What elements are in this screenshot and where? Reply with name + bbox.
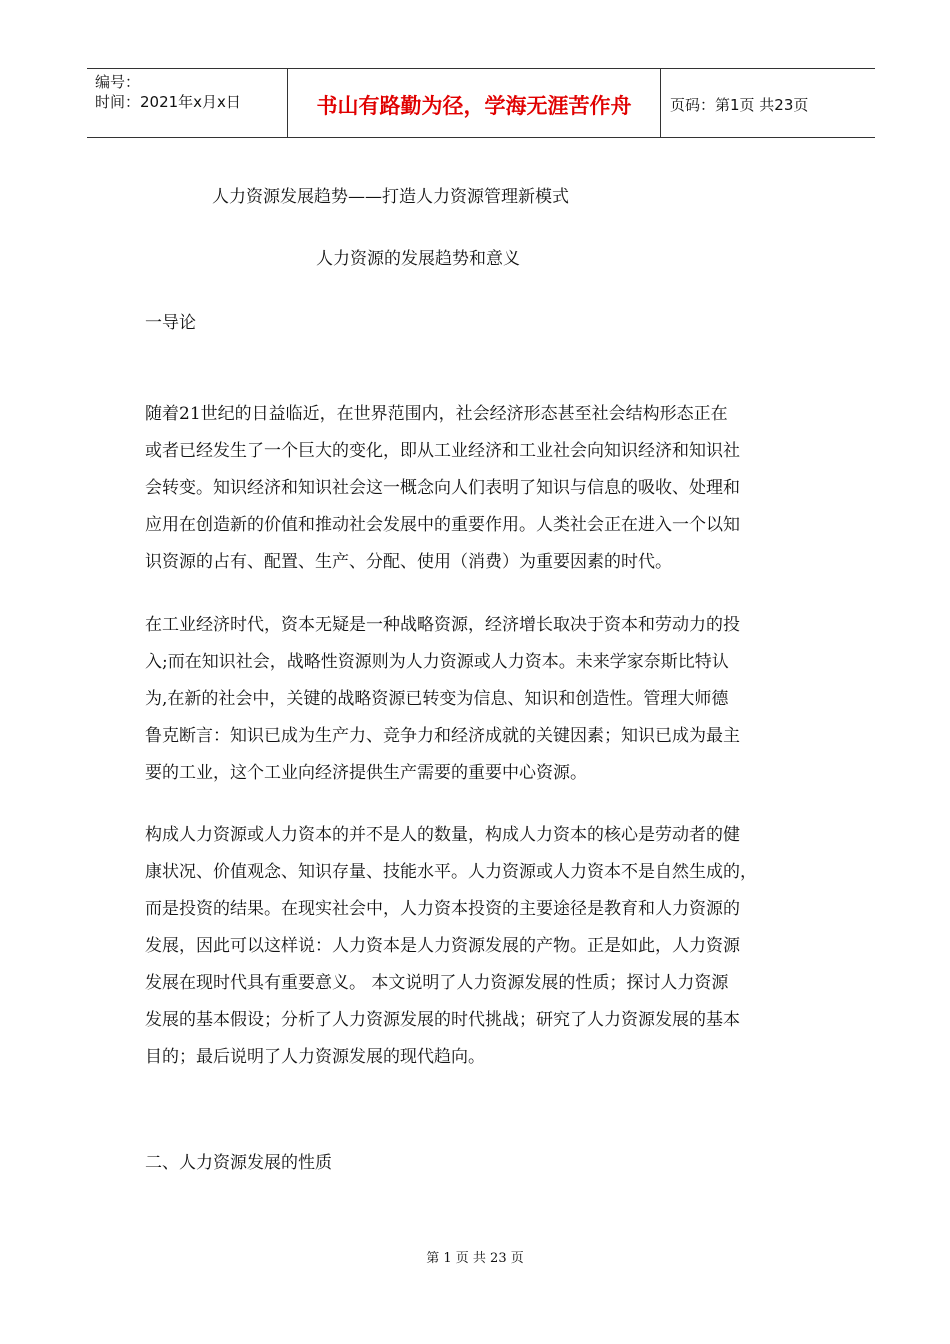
header-page-cell	[660, 69, 875, 137]
page-footer: 第 1 页 共 23 页	[426, 1251, 524, 1266]
header-meta	[87, 69, 287, 137]
paragraph-line: 要的工业，这个工业向经济提供生产需要的重要中心资源。	[145, 763, 587, 783]
paragraph-3	[145, 817, 835, 1076]
document-title: 人力资源发展趋势——打造人力资源管理新模式	[212, 187, 569, 207]
paragraph-line: 会转变。知识经济和知识社会这一概念向人们表明了知识与信息的吸收、处理和	[145, 478, 740, 498]
section-heading-nature: 二、人力资源发展的性质	[145, 1153, 332, 1173]
document-time-label: 时间：2021年x月x日	[95, 93, 241, 111]
paragraph-line: 或者已经发生了一个巨大的变化，即从工业经济和工业社会向知识经济和知识社	[145, 441, 740, 461]
header-motto: 书山有路勤为径，学海无涯苦作舟	[316, 94, 632, 118]
section-heading-introduction: 一导论	[145, 313, 196, 333]
paragraph-line: 入;而在知识社会，战略性资源则为人力资源或人力资本。未来学家奈斯比特认	[145, 652, 729, 672]
paragraph-line: 在工业经济时代，资本无疑是一种战略资源，经济增长取决于资本和劳动力的投	[145, 615, 740, 635]
paragraph-line: 随着21世纪的日益临近，在世界范围内，社会经济形态甚至社会结构形态正在	[145, 404, 728, 424]
document-subtitle: 人力资源的发展趋势和意义	[316, 249, 520, 269]
paragraph-line: 目的；最后说明了人力资源发展的现代趋向。	[145, 1047, 485, 1067]
header-page-label: 页码：第1页 共23页	[670, 96, 809, 114]
paragraph-1	[145, 396, 835, 581]
paragraph-line: 发展在现时代具有重要意义。 本文说明了人力资源发展的性质；探讨人力资源	[145, 973, 729, 993]
paragraph-line: 而是投资的结果。在现实社会中，人力资本投资的主要途径是教育和人力资源的	[145, 899, 740, 919]
paragraph-line: 鲁克断言：知识已成为生产力、竞争力和经济成就的关键因素；知识已成为最主	[145, 726, 740, 746]
paragraph-line: 为,在新的社会中，关键的战略资源已转变为信息、知识和创造性。管理大师德	[145, 689, 729, 709]
header-motto-cell	[287, 69, 661, 137]
paragraph-line: 构成人力资源或人力资本的并不是人的数量，构成人力资本的核心是劳动者的健	[145, 825, 740, 845]
paragraph-line: 发展的基本假设；分析了人力资源发展的时代挑战；研究了人力资源发展的基本	[145, 1010, 740, 1030]
page-header	[87, 68, 875, 138]
paragraph-line: 康状况、价值观念、知识存量、技能水平。人力资源或人力资本不是自然生成的，	[145, 862, 757, 882]
paragraph-2	[145, 607, 835, 792]
document-number-label: 编号：	[95, 73, 141, 91]
paragraph-line: 应用在创造新的价值和推动社会发展中的重要作用。人类社会正在进入一个以知	[145, 515, 740, 535]
paragraph-line: 发展，因此可以这样说：人力资本是人力资源发展的产物。正是如此，人力资源	[145, 936, 740, 956]
paragraph-line: 识资源的占有、配置、生产、分配、使用（消费）为重要因素的时代。	[145, 552, 672, 572]
